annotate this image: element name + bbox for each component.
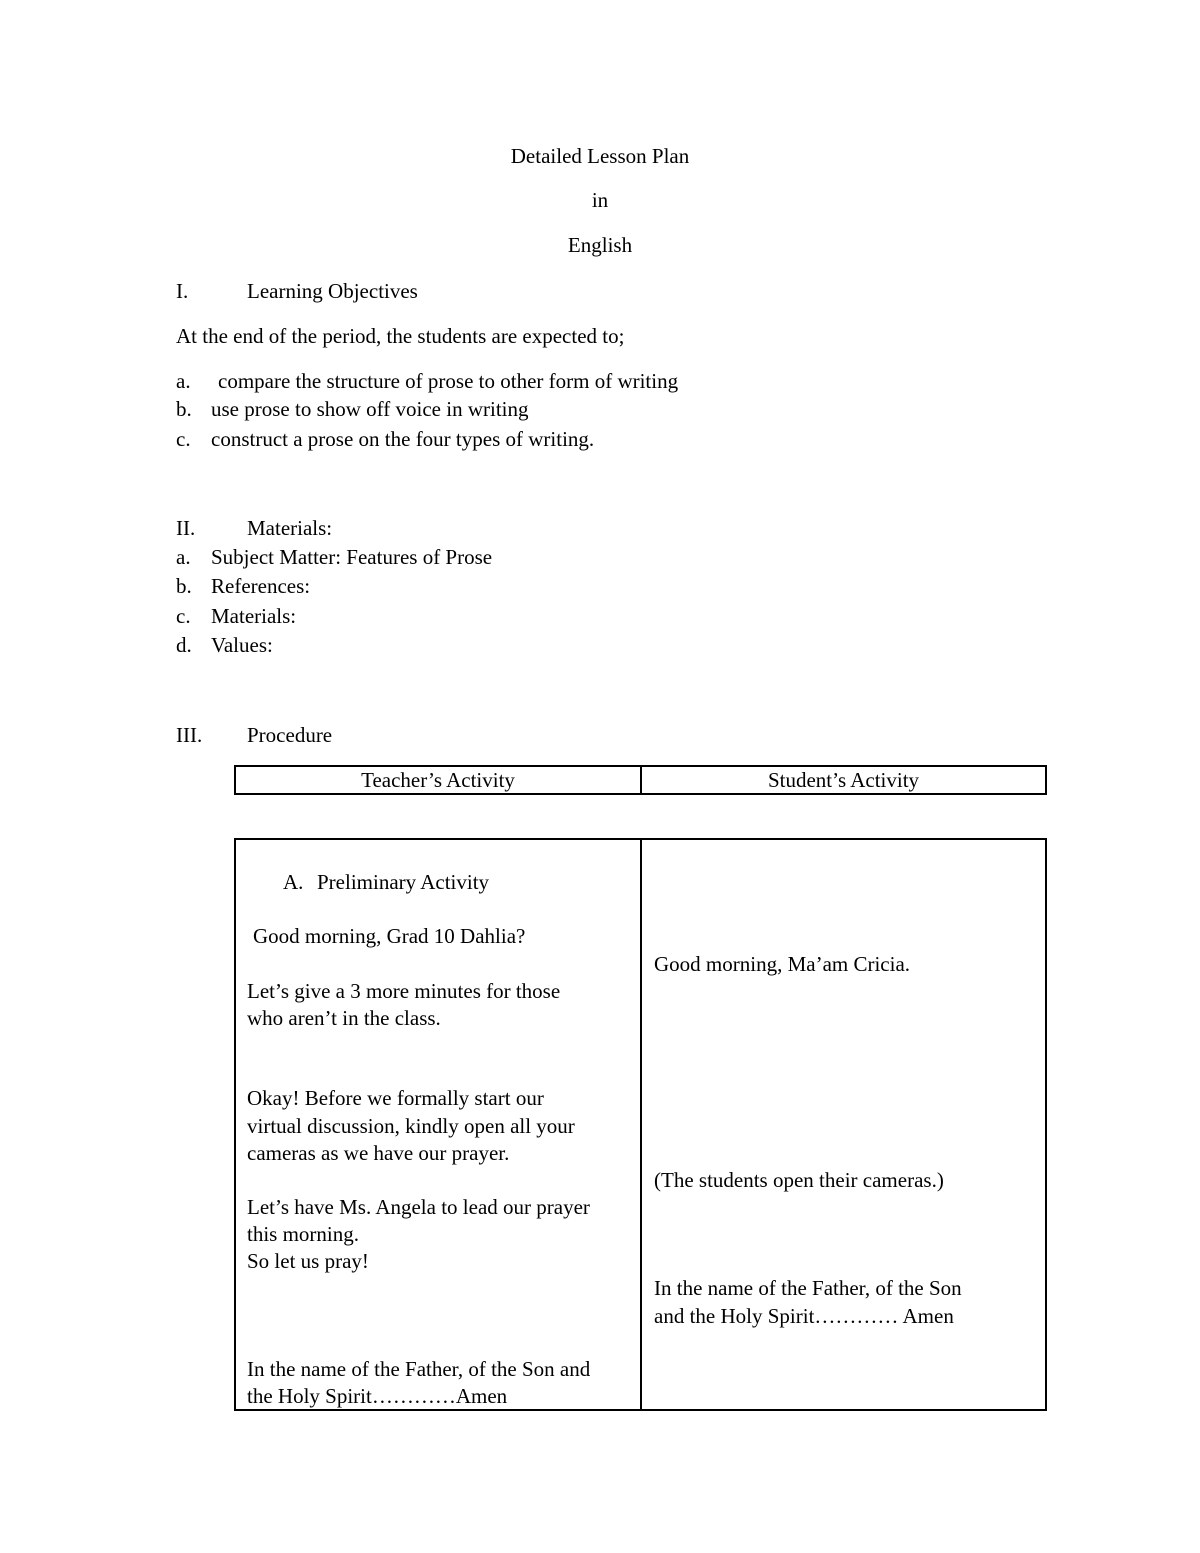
teacher-line: cameras as we have our prayer. xyxy=(247,1141,510,1165)
list-marker: d. xyxy=(176,633,192,657)
list-marker: b. xyxy=(176,574,192,598)
teacher-line: Let’s give a 3 more minutes for those xyxy=(247,979,561,1003)
document-subject: English xyxy=(567,233,633,257)
activity-title: Preliminary Activity xyxy=(317,870,490,894)
student-response: and the Holy Spirit………… Amen xyxy=(654,1304,954,1328)
materials-item: Subject Matter: Features of Prose xyxy=(211,545,493,569)
objectives-intro: At the end of the period, the students are expected to; xyxy=(176,324,625,348)
header-student-activity: Student’s Activity xyxy=(767,768,920,792)
section-numeral-1: I. xyxy=(176,279,189,303)
section-numeral-3: III. xyxy=(176,723,203,747)
teacher-line: the Holy Spirit…………Amen xyxy=(247,1384,508,1408)
section-heading-objectives: Learning Objectives xyxy=(247,279,418,303)
teacher-line: Let’s have Ms. Angela to lead our prayer xyxy=(247,1195,590,1219)
objective-item: construct a prose on the four types of writing. xyxy=(211,427,595,451)
section-numeral-2: II. xyxy=(176,516,196,540)
objective-item: compare the structure of prose to other form of writing xyxy=(218,369,679,393)
teacher-line: Okay! Before we formally start our xyxy=(247,1086,544,1110)
teacher-greeting: Good morning, Grad 10 Dahlia? xyxy=(253,924,526,948)
activity-marker: A. xyxy=(283,870,304,894)
student-response: (The students open their cameras.) xyxy=(654,1168,944,1192)
materials-item: Materials: xyxy=(211,604,297,628)
list-marker: c. xyxy=(176,604,191,628)
materials-item: Values: xyxy=(211,633,273,657)
list-marker: b. xyxy=(176,397,192,421)
student-response: In the name of the Father, of the Son xyxy=(654,1276,962,1300)
section-heading-materials: Materials: xyxy=(247,516,333,540)
list-marker: a. xyxy=(176,545,191,569)
objective-item: use prose to show off voice in writing xyxy=(211,397,529,421)
document-title-connector: in xyxy=(591,188,609,212)
teacher-line: So let us pray! xyxy=(247,1249,369,1273)
list-marker: c. xyxy=(176,427,191,451)
list-marker: a. xyxy=(176,369,191,393)
teacher-line: this morning. xyxy=(247,1222,360,1246)
teacher-line: In the name of the Father, of the Son and xyxy=(247,1357,591,1381)
activity-column-divider xyxy=(640,838,642,1411)
document-title: Detailed Lesson Plan xyxy=(510,144,690,168)
teacher-line: virtual discussion, kindly open all your xyxy=(247,1114,575,1138)
materials-item: References: xyxy=(211,574,311,598)
student-response: Good morning, Ma’am Cricia. xyxy=(654,952,911,976)
teacher-line: who aren’t in the class. xyxy=(247,1006,441,1030)
header-teacher-activity: Teacher’s Activity xyxy=(361,768,515,792)
section-heading-procedure: Procedure xyxy=(247,723,333,747)
